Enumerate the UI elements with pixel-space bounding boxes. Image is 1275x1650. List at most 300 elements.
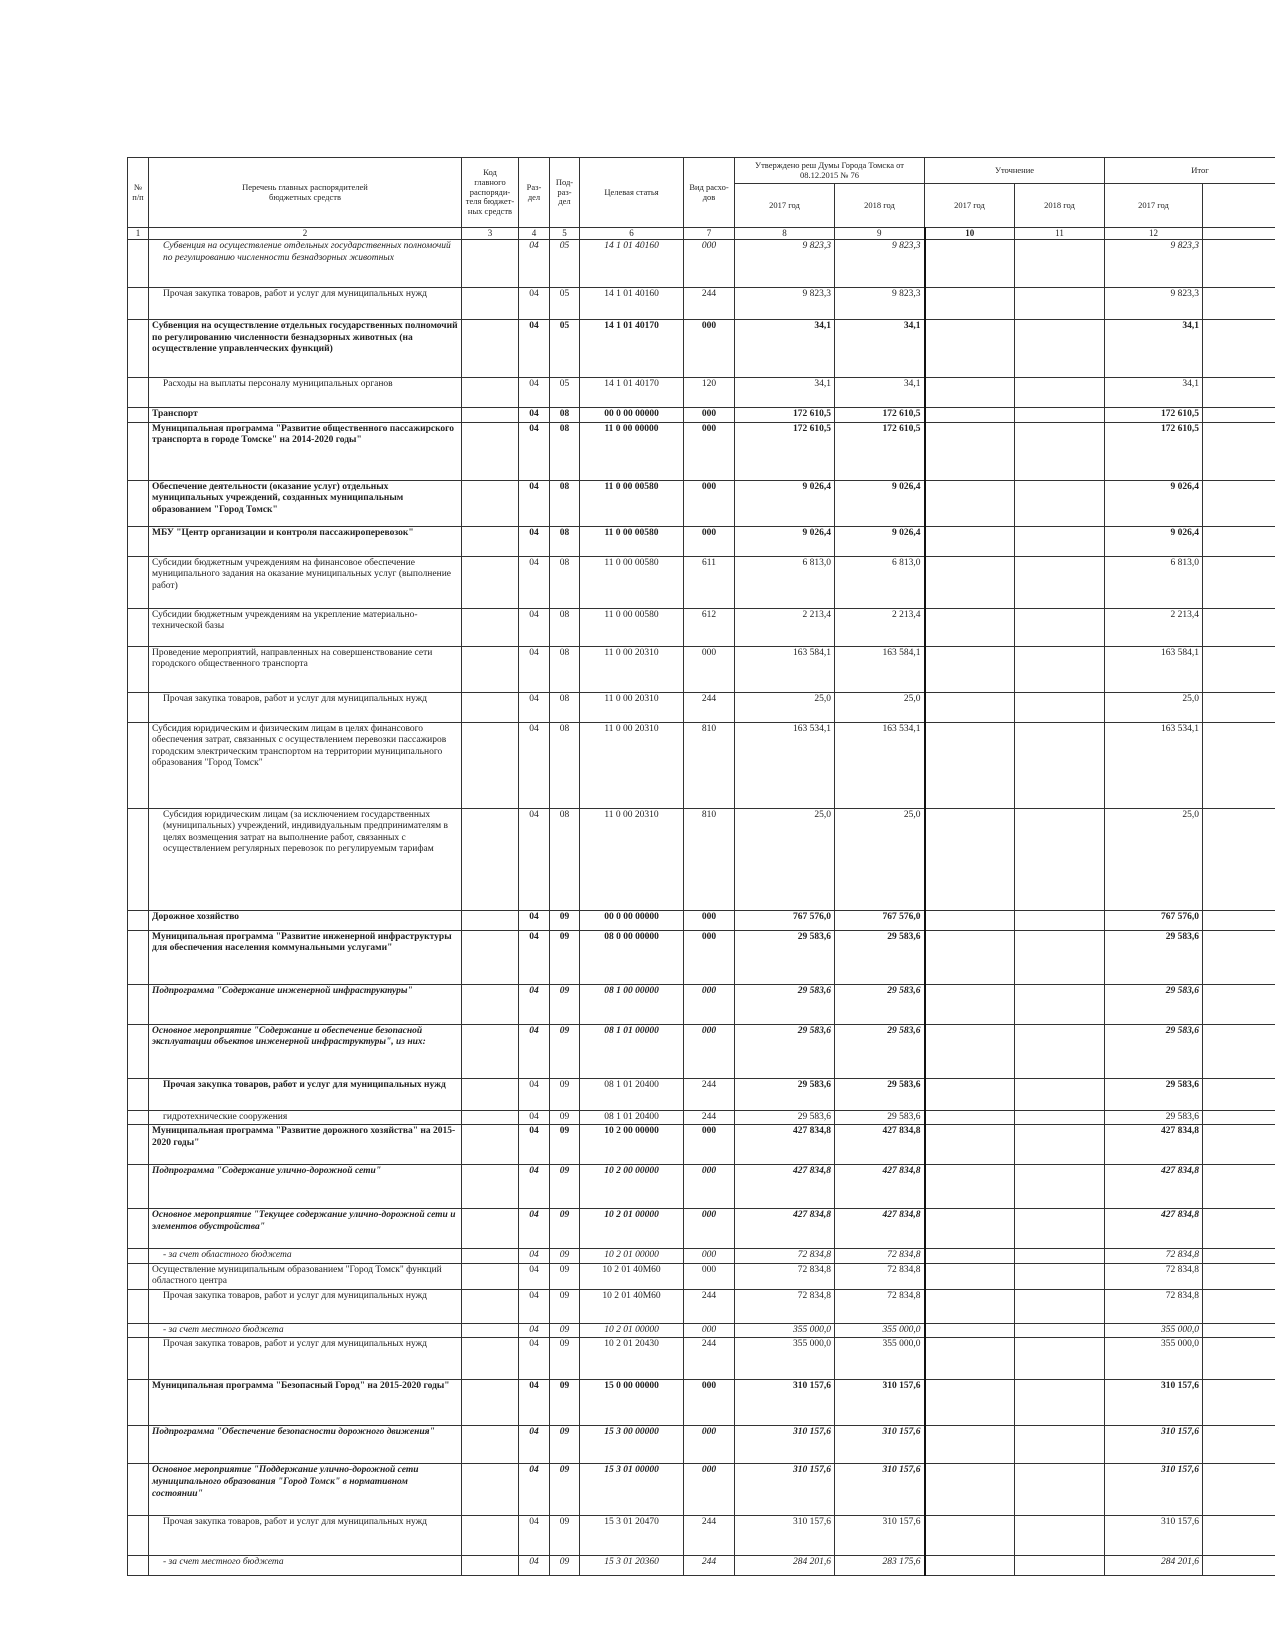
row-clarify-2017 (925, 1556, 1015, 1576)
row-approved-2017: 34,1 (735, 377, 835, 407)
row-approved-2017: 29 583,6 (735, 1024, 835, 1078)
row-number (128, 239, 149, 287)
row-approved-2018: 6 813,0 (835, 556, 925, 608)
row-cs: 15 3 00 00000 (580, 1426, 684, 1464)
row-vr: 611 (684, 556, 735, 608)
row-vr: 120 (684, 377, 735, 407)
row-clarify-2017 (925, 1249, 1015, 1264)
row-clarify-2018 (1015, 692, 1105, 722)
row-vr: 244 (684, 1338, 735, 1380)
column-number: 12 (1105, 228, 1203, 240)
row-clarify-2018 (1015, 1289, 1105, 1323)
row-name: Субсидия юридическим лицам (за исключением государственных (муниципальных) учреждений, индивидуальным предпринимателям в целях возмещения затрат на выполнение работ, связанных с осуществлением регулярных перевозок по регулируемым тарифам (149, 808, 462, 910)
row-total-2018 (1203, 722, 1275, 808)
row-vr: 000 (684, 1125, 735, 1165)
row-podrazdel: 08 (550, 480, 580, 526)
row-razdel: 04 (519, 1338, 550, 1380)
row-razdel: 04 (519, 1024, 550, 1078)
row-name: - за счет местного бюджета (149, 1556, 462, 1576)
row-name: Субсидии бюджетным учреждениям на финансовое обеспечение муниципального задания на оказание муниципальных услуг (выполнение работ) (149, 556, 462, 608)
row-clarify-2017 (925, 239, 1015, 287)
row-razdel: 04 (519, 984, 550, 1024)
row-name: - за счет местного бюджета (149, 1323, 462, 1338)
row-total-2018 (1203, 608, 1275, 646)
row-number (128, 1110, 149, 1125)
row-cs: 11 0 00 20310 (580, 646, 684, 692)
row-total-2017: 355 000,0 (1105, 1323, 1203, 1338)
row-cs: 15 0 00 00000 (580, 1380, 684, 1426)
row-clarify-2018 (1015, 1110, 1105, 1125)
row-total-2018 (1203, 1426, 1275, 1464)
row-number (128, 1263, 149, 1289)
row-vr: 000 (684, 646, 735, 692)
row-clarify-2017 (925, 287, 1015, 319)
row-podrazdel: 05 (550, 319, 580, 377)
row-vr: 244 (684, 692, 735, 722)
row-number (128, 808, 149, 910)
row-razdel: 04 (519, 1516, 550, 1556)
row-number (128, 722, 149, 808)
header-total-2017: 2017 год (1105, 184, 1203, 228)
row-code (462, 1125, 519, 1165)
row-approved-2018: 34,1 (835, 319, 925, 377)
row-total-2018 (1203, 377, 1275, 407)
row-code (462, 1249, 519, 1264)
row-approved-2017: 427 834,8 (735, 1125, 835, 1165)
row-clarify-2017 (925, 808, 1015, 910)
row-name: Проведение мероприятий, направленных на совершенствование сети городского общественного транспорта (149, 646, 462, 692)
row-clarify-2017 (925, 910, 1015, 930)
row-total-2017: 25,0 (1105, 808, 1203, 910)
row-podrazdel: 05 (550, 239, 580, 287)
row-total-2017: 310 157,6 (1105, 1426, 1203, 1464)
row-approved-2017: 310 157,6 (735, 1516, 835, 1556)
row-code (462, 287, 519, 319)
row-clarify-2017 (925, 1426, 1015, 1464)
table-row (128, 692, 1275, 722)
row-approved-2018: 72 834,8 (835, 1263, 925, 1289)
row-cs: 10 2 01 40М60 (580, 1289, 684, 1323)
row-clarify-2018 (1015, 1516, 1105, 1556)
row-name: Дорожное хозяйство (149, 910, 462, 930)
row-approved-2017: 29 583,6 (735, 1078, 835, 1110)
row-total-2018 (1203, 526, 1275, 556)
table-row (128, 287, 1275, 319)
row-total-2017: 427 834,8 (1105, 1209, 1203, 1249)
row-total-2017: 72 834,8 (1105, 1249, 1203, 1264)
row-clarify-2018 (1015, 1263, 1105, 1289)
table-row (128, 646, 1275, 692)
row-podrazdel: 09 (550, 1263, 580, 1289)
row-code (462, 1380, 519, 1426)
row-clarify-2017 (925, 930, 1015, 984)
row-approved-2017: 355 000,0 (735, 1323, 835, 1338)
row-name: - за счет областного бюджета (149, 1249, 462, 1264)
row-approved-2018: 29 583,6 (835, 1024, 925, 1078)
row-number (128, 910, 149, 930)
row-approved-2018: 427 834,8 (835, 1165, 925, 1209)
row-name: Субвенция на осуществление отдельных государственных полномочий по регулированию численности безнадзорных животных (на осуществление управленческих функций) (149, 319, 462, 377)
row-clarify-2017 (925, 1289, 1015, 1323)
row-podrazdel: 08 (550, 722, 580, 808)
row-cs: 11 0 00 20310 (580, 722, 684, 808)
row-total-2018 (1203, 1516, 1275, 1556)
row-total-2018 (1203, 1323, 1275, 1338)
table-row (128, 1380, 1275, 1426)
row-clarify-2018 (1015, 556, 1105, 608)
row-clarify-2018 (1015, 1249, 1105, 1264)
row-total-2018 (1203, 422, 1275, 480)
row-approved-2018: 172 610,5 (835, 422, 925, 480)
row-number (128, 1338, 149, 1380)
row-approved-2018: 355 000,0 (835, 1338, 925, 1380)
row-razdel: 04 (519, 1165, 550, 1209)
header-num: № п/п (128, 158, 149, 228)
row-name: Прочая закупка товаров, работ и услуг для муниципальных нужд (149, 1078, 462, 1110)
row-total-2017: 310 157,6 (1105, 1380, 1203, 1426)
row-podrazdel: 09 (550, 1289, 580, 1323)
row-total-2018 (1203, 1078, 1275, 1110)
row-podrazdel: 08 (550, 646, 580, 692)
row-vr: 000 (684, 1263, 735, 1289)
row-code (462, 1024, 519, 1078)
table-row (128, 1323, 1275, 1338)
row-total-2017: 9 823,3 (1105, 287, 1203, 319)
table-row (128, 808, 1275, 910)
row-vr: 612 (684, 608, 735, 646)
row-approved-2018: 283 175,6 (835, 1556, 925, 1576)
row-clarify-2017 (925, 526, 1015, 556)
row-total-2018 (1203, 407, 1275, 422)
row-podrazdel: 09 (550, 1464, 580, 1516)
row-cs: 15 3 01 20360 (580, 1556, 684, 1576)
row-cs: 15 3 01 00000 (580, 1464, 684, 1516)
row-code (462, 984, 519, 1024)
header-clarify-2018: 2018 год (1015, 184, 1105, 228)
row-razdel: 04 (519, 1209, 550, 1249)
row-clarify-2018 (1015, 239, 1105, 287)
row-razdel: 04 (519, 1125, 550, 1165)
row-total-2017: 172 610,5 (1105, 422, 1203, 480)
row-code (462, 319, 519, 377)
row-total-2018 (1203, 1125, 1275, 1165)
row-total-2017: 9 823,3 (1105, 239, 1203, 287)
row-approved-2018: 310 157,6 (835, 1426, 925, 1464)
row-cs: 14 1 01 40170 (580, 319, 684, 377)
row-total-2017: 72 834,8 (1105, 1263, 1203, 1289)
row-approved-2018: 9 823,3 (835, 287, 925, 319)
row-code (462, 377, 519, 407)
header-approved-2018: 2018 год (835, 184, 925, 228)
row-total-2017: 767 576,0 (1105, 910, 1203, 930)
column-number: 11 (1015, 228, 1105, 240)
row-code (462, 1165, 519, 1209)
row-name: Муниципальная программа "Развитие дорожного хозяйства" на 2015-2020 годы" (149, 1125, 462, 1165)
row-clarify-2017 (925, 1125, 1015, 1165)
row-razdel: 04 (519, 239, 550, 287)
row-total-2017: 310 157,6 (1105, 1464, 1203, 1516)
table-row (128, 422, 1275, 480)
row-approved-2017: 29 583,6 (735, 1110, 835, 1125)
row-cs: 10 2 01 40М60 (580, 1263, 684, 1289)
row-podrazdel: 05 (550, 287, 580, 319)
row-approved-2017: 767 576,0 (735, 910, 835, 930)
row-podrazdel: 08 (550, 692, 580, 722)
row-total-2018 (1203, 1338, 1275, 1380)
row-cs: 08 0 00 00000 (580, 930, 684, 984)
row-total-2017: 29 583,6 (1105, 1024, 1203, 1078)
table-row (128, 407, 1275, 422)
row-approved-2017: 72 834,8 (735, 1263, 835, 1289)
table-row (128, 1165, 1275, 1209)
row-code (462, 1209, 519, 1249)
row-total-2017: 284 201,6 (1105, 1556, 1203, 1576)
row-number (128, 1426, 149, 1464)
row-cs: 08 1 00 00000 (580, 984, 684, 1024)
row-approved-2018: 9 823,3 (835, 239, 925, 287)
row-approved-2017: 34,1 (735, 319, 835, 377)
row-podrazdel: 08 (550, 526, 580, 556)
row-approved-2018: 310 157,6 (835, 1464, 925, 1516)
row-number (128, 422, 149, 480)
row-approved-2018: 25,0 (835, 692, 925, 722)
table-row (128, 239, 1275, 287)
row-approved-2017: 25,0 (735, 692, 835, 722)
row-cs: 11 0 00 20310 (580, 692, 684, 722)
row-name: Субсидия юридическим и физическим лицам в целях финансового обеспечения затрат, связанных с осуществлением перевозки пассажиров городским электрическим транспортом на территории муниципального образования "Город Томск" (149, 722, 462, 808)
row-vr: 244 (684, 1078, 735, 1110)
row-podrazdel: 08 (550, 407, 580, 422)
table-row (128, 1289, 1275, 1323)
row-approved-2017: 163 584,1 (735, 646, 835, 692)
row-code (462, 808, 519, 910)
row-clarify-2017 (925, 692, 1015, 722)
row-total-2017: 29 583,6 (1105, 930, 1203, 984)
column-number: 2 (149, 228, 462, 240)
row-approved-2018: 29 583,6 (835, 1110, 925, 1125)
row-total-2017: 25,0 (1105, 692, 1203, 722)
row-clarify-2017 (925, 1464, 1015, 1516)
row-approved-2017: 9 823,3 (735, 287, 835, 319)
row-clarify-2018 (1015, 526, 1105, 556)
row-razdel: 04 (519, 1464, 550, 1516)
row-total-2017: 427 834,8 (1105, 1165, 1203, 1209)
row-approved-2017: 6 813,0 (735, 556, 835, 608)
row-razdel: 04 (519, 1426, 550, 1464)
row-clarify-2017 (925, 407, 1015, 422)
row-cs: 14 1 01 40160 (580, 239, 684, 287)
row-name: Прочая закупка товаров, работ и услуг для муниципальных нужд (149, 287, 462, 319)
row-approved-2017: 9 026,4 (735, 480, 835, 526)
row-code (462, 1323, 519, 1338)
row-vr: 000 (684, 1426, 735, 1464)
row-code (462, 1289, 519, 1323)
table-row (128, 910, 1275, 930)
row-clarify-2018 (1015, 1323, 1105, 1338)
row-clarify-2018 (1015, 407, 1105, 422)
row-vr: 244 (684, 287, 735, 319)
row-razdel: 04 (519, 1323, 550, 1338)
row-vr: 000 (684, 1024, 735, 1078)
header-name: Перечень главных распорядителей бюджетных средств (149, 158, 462, 228)
row-podrazdel: 08 (550, 608, 580, 646)
row-vr: 000 (684, 407, 735, 422)
row-total-2018 (1203, 1263, 1275, 1289)
row-code (462, 646, 519, 692)
row-approved-2017: 284 201,6 (735, 1556, 835, 1576)
row-approved-2018: 29 583,6 (835, 1078, 925, 1110)
row-total-2018 (1203, 646, 1275, 692)
row-approved-2018: 25,0 (835, 808, 925, 910)
row-podrazdel: 09 (550, 1110, 580, 1125)
row-total-2018 (1203, 319, 1275, 377)
row-razdel: 04 (519, 1263, 550, 1289)
row-code (462, 1110, 519, 1125)
row-razdel: 04 (519, 692, 550, 722)
row-approved-2018: 9 026,4 (835, 526, 925, 556)
row-vr: 000 (684, 1464, 735, 1516)
row-code (462, 407, 519, 422)
row-clarify-2017 (925, 556, 1015, 608)
row-podrazdel: 09 (550, 1556, 580, 1576)
row-name: Основное мероприятие "Поддержание улично-дорожной сети муниципального образования "Город Томск" в нормативном состоянии" (149, 1464, 462, 1516)
row-razdel: 04 (519, 910, 550, 930)
row-clarify-2017 (925, 1338, 1015, 1380)
row-clarify-2018 (1015, 1426, 1105, 1464)
row-clarify-2018 (1015, 646, 1105, 692)
row-vr: 000 (684, 1323, 735, 1338)
column-number: 9 (835, 228, 925, 240)
row-total-2018 (1203, 930, 1275, 984)
column-number: 3 (462, 228, 519, 240)
row-podrazdel: 09 (550, 910, 580, 930)
row-clarify-2018 (1015, 722, 1105, 808)
header-approved: Утверждено реш Думы Города Томска от 08.12.2015 № 76 (735, 158, 925, 184)
row-clarify-2017 (925, 1380, 1015, 1426)
row-razdel: 04 (519, 556, 550, 608)
row-razdel: 04 (519, 930, 550, 984)
column-number (1203, 228, 1275, 240)
column-number: 5 (550, 228, 580, 240)
row-number (128, 319, 149, 377)
row-total-2017: 310 157,6 (1105, 1516, 1203, 1556)
row-razdel: 04 (519, 722, 550, 808)
row-approved-2018: 310 157,6 (835, 1380, 925, 1426)
row-podrazdel: 08 (550, 808, 580, 910)
table-row (128, 480, 1275, 526)
row-clarify-2018 (1015, 1380, 1105, 1426)
row-vr: 244 (684, 1289, 735, 1323)
row-cs: 14 1 01 40160 (580, 287, 684, 319)
row-approved-2017: 172 610,5 (735, 422, 835, 480)
row-total-2018 (1203, 984, 1275, 1024)
row-approved-2018: 310 157,6 (835, 1516, 925, 1556)
row-razdel: 04 (519, 407, 550, 422)
row-clarify-2018 (1015, 1338, 1105, 1380)
row-approved-2017: 29 583,6 (735, 984, 835, 1024)
row-approved-2018: 355 000,0 (835, 1323, 925, 1338)
column-number: 10 (925, 228, 1015, 240)
row-name: Прочая закупка товаров, работ и услуг для муниципальных нужд (149, 1289, 462, 1323)
row-podrazdel: 09 (550, 984, 580, 1024)
row-name: Транспорт (149, 407, 462, 422)
row-approved-2018: 72 834,8 (835, 1289, 925, 1323)
row-approved-2018: 427 834,8 (835, 1209, 925, 1249)
row-razdel: 04 (519, 808, 550, 910)
row-approved-2017: 25,0 (735, 808, 835, 910)
row-number (128, 984, 149, 1024)
row-razdel: 04 (519, 526, 550, 556)
row-podrazdel: 09 (550, 930, 580, 984)
row-code (462, 1078, 519, 1110)
row-clarify-2018 (1015, 1464, 1105, 1516)
row-approved-2017: 427 834,8 (735, 1209, 835, 1249)
row-number (128, 930, 149, 984)
row-clarify-2017 (925, 1209, 1015, 1249)
row-number (128, 377, 149, 407)
row-total-2018 (1203, 480, 1275, 526)
row-total-2018 (1203, 1209, 1275, 1249)
table-row (128, 1209, 1275, 1249)
row-vr: 000 (684, 239, 735, 287)
row-podrazdel: 09 (550, 1323, 580, 1338)
column-number: 4 (519, 228, 550, 240)
table-row (128, 1338, 1275, 1380)
column-number: 7 (684, 228, 735, 240)
row-number (128, 1323, 149, 1338)
row-name: Субвенция на осуществление отдельных государственных полномочий по регулированию численности безнадзорных животных (149, 239, 462, 287)
row-cs: 08 1 01 00000 (580, 1024, 684, 1078)
row-total-2018 (1203, 1110, 1275, 1125)
header-podrazdel: Под- раз- дел (550, 158, 580, 228)
row-cs: 00 0 00 00000 (580, 910, 684, 930)
row-number (128, 1289, 149, 1323)
row-vr: 810 (684, 722, 735, 808)
row-code (462, 422, 519, 480)
row-total-2017: 355 000,0 (1105, 1338, 1203, 1380)
row-approved-2017: 172 610,5 (735, 407, 835, 422)
row-cs: 11 0 00 20310 (580, 808, 684, 910)
row-razdel: 04 (519, 480, 550, 526)
row-vr: 000 (684, 526, 735, 556)
row-cs: 08 1 01 20400 (580, 1110, 684, 1125)
header-total: Итог (1105, 158, 1275, 184)
row-podrazdel: 09 (550, 1165, 580, 1209)
row-clarify-2017 (925, 377, 1015, 407)
row-name: МБУ "Центр организации и контроля пассажироперевозок" (149, 526, 462, 556)
row-code (462, 1556, 519, 1576)
column-number: 1 (128, 228, 149, 240)
row-name: Прочая закупка товаров, работ и услуг для муниципальных нужд (149, 1516, 462, 1556)
row-razdel: 04 (519, 319, 550, 377)
header-clarify: Уточнение (925, 158, 1105, 184)
row-podrazdel: 09 (550, 1024, 580, 1078)
row-total-2017: 29 583,6 (1105, 984, 1203, 1024)
table-row (128, 556, 1275, 608)
row-vr: 000 (684, 984, 735, 1024)
row-vr: 000 (684, 910, 735, 930)
row-podrazdel: 05 (550, 377, 580, 407)
row-total-2017: 34,1 (1105, 377, 1203, 407)
row-total-2017: 9 026,4 (1105, 526, 1203, 556)
row-total-2017: 427 834,8 (1105, 1125, 1203, 1165)
row-razdel: 04 (519, 1078, 550, 1110)
row-number (128, 287, 149, 319)
budget-table (127, 157, 1275, 1576)
table-row (128, 1426, 1275, 1464)
row-podrazdel: 09 (550, 1209, 580, 1249)
row-total-2018 (1203, 1556, 1275, 1576)
